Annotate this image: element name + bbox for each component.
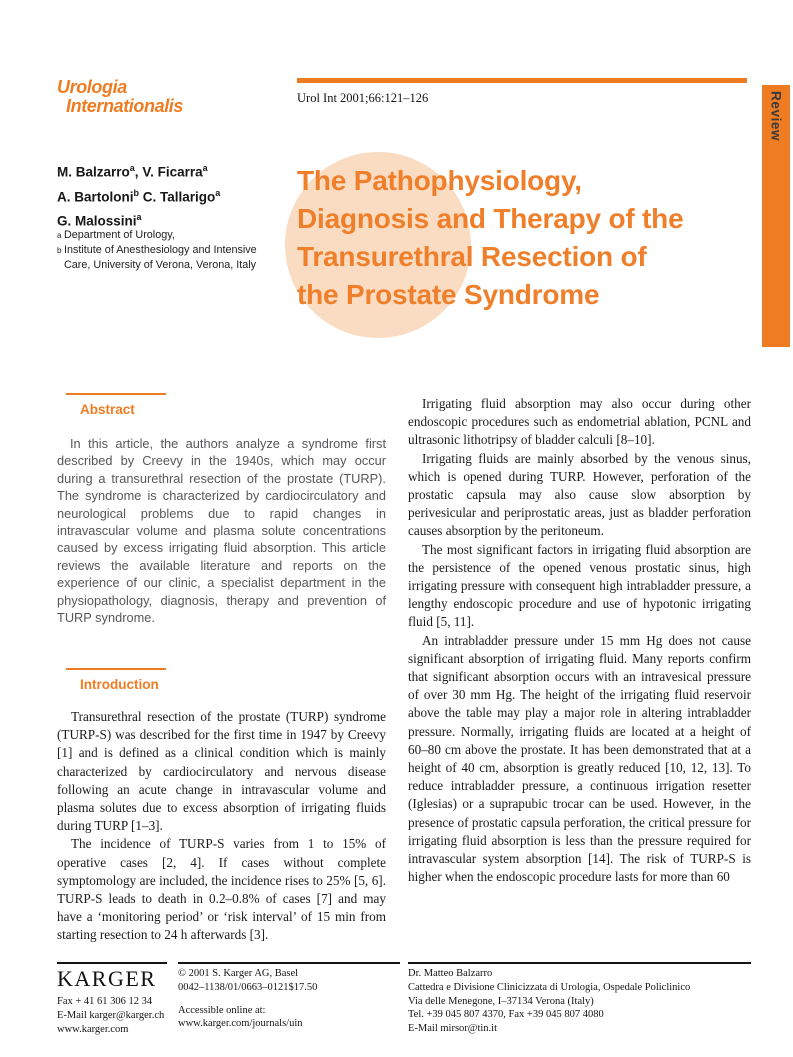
introduction-paragraph: The incidence of TURP-S varies from 1 to 15% of operative cases [2, 4]. If cases without complete symptomology are included, the incidence rises to 25% [5, 6]. TURP-S leads to death in 0.2–0.8% of cases [7] and may have a ‘monitoring period’ or ‘risk interval’ of 15 min from starting resection to 24 h afterwards [3]. <box>57 836 386 943</box>
introduction-rule <box>66 668 166 670</box>
correspondence-address: Via delle Menegone, I–37134 Verona (Italy) <box>408 995 594 1007</box>
correspondence-phone: Tel. +39 045 807 4370, Fax +39 045 807 4080 <box>408 1009 604 1021</box>
author-list <box>57 158 220 232</box>
affiliation-list <box>57 228 257 273</box>
author-affiliation-mark: a <box>129 163 135 173</box>
author-name: M. Balzarro <box>57 164 130 180</box>
right-column <box>408 395 751 886</box>
left-column <box>57 393 386 626</box>
online-access-url: www.karger.com/journals/uin <box>178 1018 303 1030</box>
author-name: A. Bartoloni <box>57 189 134 204</box>
introduction-section <box>57 668 386 945</box>
issn-line: 0042–1138/01/0663–0121$17.50 <box>178 981 318 993</box>
body-paragraph: Irrigating fluid absorption may also occur during other endoscopic procedures such as endometrial ablation, PCNL and ultrasonic lithotripsy of bladder calculi [8–10]. <box>408 396 751 448</box>
affiliation-line <box>57 228 257 243</box>
author-affiliation-mark: a <box>136 212 142 222</box>
journal-logo <box>57 78 183 116</box>
header-rule <box>297 78 747 83</box>
affiliation-text: Care, University of Verona, Verona, Italy <box>64 259 257 271</box>
journal-logo-line2: Internationalis <box>66 96 184 116</box>
affiliation-line <box>57 258 257 273</box>
spacer <box>178 995 317 1004</box>
author-affiliation-mark: a <box>202 163 208 173</box>
author-affiliation-mark: b <box>133 187 139 198</box>
publisher-fax: Fax + 41 61 306 12 34 <box>57 996 153 1007</box>
footer-rule-right <box>408 962 751 964</box>
article-title-line: the Prostate Syndrome <box>297 279 600 310</box>
correspondence-name: Dr. Matteo Balzarro <box>408 968 493 979</box>
body-paragraph: An intrabladder pressure under 15 mm Hg does not cause significant absorption of irrigating fluid. Many reports confirm that significant absorption occurs with an intravesical pressure of over 30 mm Hg. The height of the irrigating fluid reservoir above the table may play a major role in altering intrabladder pressure. Normally, irrigating fluids are located at a height of 60–80 cm above the prostate. It has been demonstrated that at a height of 40 cm, absorption is greatly reduced [10, 12, 13]. To reduce intrabladder pressure, a continuous irrigation resetter (Iglesias) or a suprapubic trocar can be used. However, in the presence of prostatic capsula perforation, the critical pressure for irrigating fluid absorption is less than the pressure required for intravascular system absorption [14]. The risk of TURP-S is higher when the endoscopic procedure lasts for more than 60 <box>408 632 751 885</box>
article-title-line: Diagnosis and Therapy of the <box>297 203 684 234</box>
abstract-text: In this article, the authors analyze a syndrome first described by Creevy in the 1940s, which may occur during a transurethral resection of the prostate (TURP). The syndrome is characterized by cardiocirculatory and neurological problems due to rapid changes in intravascular volume and plasma solute concentrations caused by excess irrigating fluid absorption. This article reviews the available literature and reports on the experience of our clinic, a specialist department in the physiopathology, diagnosis, therapy and prevention of TURP syndrome. <box>57 436 386 626</box>
article-title <box>297 162 683 314</box>
publisher-website: www.karger.com <box>57 1023 129 1035</box>
copyright-block <box>178 967 317 1031</box>
affiliation-mark: a <box>57 231 62 240</box>
article-title-line: The Pathophysiology, <box>297 165 582 196</box>
body-paragraph: The most significant factors in irrigating fluid absorption are the persistence of the opened venous prostatic sinus, high irrigating pressure with consequent high intrabladder pressure, a lengthy endoscopic procedure and use of hypotonic irrigating fluid [5, 11]. <box>408 541 751 630</box>
author-line <box>57 183 220 208</box>
copyright-line: © 2001 S. Karger AG, Basel <box>178 968 299 979</box>
body-paragraph: Irrigating fluids are mainly absorbed by the venous sinus, which is opened during TURP. However, perforation of the prostatic capsula may also cause slow absorption by perivesicular and periprostatic areas, just as bladder perforation causes absorption by the peritoneum. <box>408 450 751 539</box>
author-affiliation-mark: a <box>215 187 221 198</box>
journal-citation: Urol Int 2001;66:121–126 <box>297 91 429 105</box>
article-title-line: Transurethral Resection of <box>297 241 647 272</box>
introduction-paragraph: Transurethral resection of the prostate (TURP) syndrome (TURP-S) was described for the first time in 1947 by Creevy [1] and is defined as a clinical condition which is mainly characterized by cardiocirculatory and nervous disease following an acute change in intravascular volume and plasma solutes due to excess absorption of irrigating fluids during TURP [1–3]. <box>57 709 386 834</box>
author-separator: , <box>134 164 143 180</box>
affiliation-line <box>57 243 257 258</box>
introduction-heading: Introduction <box>80 677 159 692</box>
affiliation-text: Department of Urology, <box>64 229 175 241</box>
journal-logo-line1: Urologia <box>57 77 127 97</box>
footer-rule-left <box>57 962 167 964</box>
publisher-contact <box>57 995 164 1036</box>
abstract-rule <box>66 393 166 395</box>
footer-rule-middle <box>178 962 400 964</box>
affiliation-mark: b <box>57 246 62 255</box>
author-name: V. Ficarra <box>142 164 203 180</box>
author-name: C. Tallarigo <box>142 189 216 204</box>
correspondence-block <box>408 967 690 1036</box>
affiliation-text: Institute of Anesthesiology and Intensive <box>64 244 257 256</box>
abstract-heading: Abstract <box>80 402 135 417</box>
section-tab <box>762 85 790 347</box>
online-access-label: Accessible online at: <box>178 1004 266 1016</box>
correspondence-email: E-Mail mirsor@tin.it <box>408 1023 497 1035</box>
section-tab-label: Review <box>768 91 784 142</box>
publisher-email: E-Mail karger@karger.ch <box>57 1009 165 1021</box>
author-line <box>57 158 220 183</box>
author-name: G. Malossini <box>57 213 137 229</box>
publisher-logo: KARGER <box>57 966 157 991</box>
correspondence-institution: Cattedra e Divisione Clinicizzata di Urologia, Ospedale Policlinico <box>408 981 691 993</box>
